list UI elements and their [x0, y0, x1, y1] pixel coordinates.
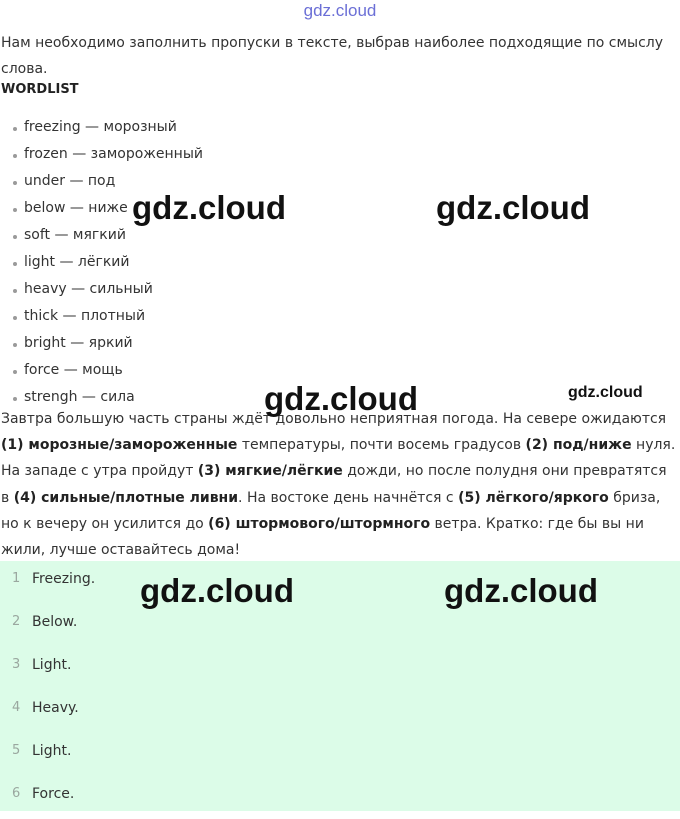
answer-number: 3	[12, 657, 21, 672]
wordlist-item	[12, 222, 203, 249]
answer-text: Light.	[32, 657, 72, 673]
passage-segment: ветра. Кратко: где бы вы ни жили, лучше оставайтесь дома!	[1, 515, 644, 559]
wordlist-item-text: thick — плотный	[24, 308, 146, 324]
watermark: gdz.cloud	[436, 189, 590, 226]
wordlist	[12, 114, 203, 411]
answer-text: Freezing.	[32, 571, 96, 587]
answer-number: 2	[12, 614, 21, 629]
wordlist-item	[12, 249, 203, 276]
wordlist-item-text: heavy — сильный	[24, 281, 153, 297]
passage-segment: дожди, но после полудня они превратятся в	[1, 463, 667, 506]
wordlist-item	[12, 303, 203, 330]
bullet-icon	[13, 208, 17, 212]
wordlist-item-text: under — под	[24, 173, 116, 189]
passage-answer: (2) под/ниже	[525, 437, 632, 454]
wordlist-item-text: strengh — сила	[24, 389, 135, 405]
wordlist-item-text: freezing — морозный	[24, 119, 177, 135]
answer-number: 5	[12, 743, 21, 758]
watermark: gdz.cloud	[132, 189, 286, 226]
bullet-icon	[13, 397, 17, 401]
passage-segment: бриза, но к вечеру он усилится до	[1, 489, 661, 532]
wordlist-item	[12, 114, 203, 141]
passage-answer: (6) штормового/штормного	[208, 515, 431, 532]
answer-number: 4	[12, 700, 21, 715]
answer-number: 1	[12, 571, 21, 586]
bullet-icon	[13, 370, 17, 374]
bullet-icon	[13, 343, 17, 347]
wordlist-item-text: soft — мягкий	[24, 227, 126, 243]
wordlist-item-text: force — мощь	[24, 362, 123, 378]
passage-segment: . На востоке день начнётся с	[238, 489, 459, 506]
answer-text: Force.	[32, 786, 75, 802]
wordlist-item	[12, 141, 203, 168]
wordlist-item-text: bright — яркий	[24, 335, 133, 351]
passage-answer: (3) мягкие/лёгкие	[197, 463, 343, 480]
passage-segment: температуры, почти восемь градусов	[237, 437, 526, 454]
wordlist-item	[12, 276, 203, 303]
wordlist-title: WORDLIST	[1, 82, 79, 97]
bullet-icon	[13, 127, 17, 131]
watermark: gdz.cloud	[140, 572, 294, 609]
header-watermark: gdz.cloud	[303, 1, 377, 20]
wordlist-item-text: below — ниже	[24, 200, 128, 216]
passage-answer: (1) морозные/замороженные	[1, 437, 238, 454]
wordlist-item	[12, 357, 203, 384]
bullet-icon	[13, 289, 17, 293]
passage-segment: Завтра большую часть страны ждёт довольно неприятная погода. На севере ожидаются	[1, 411, 667, 427]
bullet-icon	[13, 316, 17, 320]
passage-segment: нуля. На западе с утра пройдут	[1, 437, 676, 480]
watermark: gdz.cloud	[568, 384, 643, 401]
bullet-icon	[13, 235, 17, 239]
passage-answer: (4) сильные/плотные ливни	[13, 489, 239, 506]
answer-number: 6	[12, 786, 21, 801]
answer-text: Below.	[32, 614, 78, 630]
wordlist-item-text: frozen — замороженный	[24, 146, 203, 162]
intro-text: Нам необходимо заполнить пропуски в тексте, выбрав наиболее подходящие по смыслу слова.	[1, 35, 663, 77]
passage-text	[1, 406, 679, 563]
bullet-icon	[13, 154, 17, 158]
wordlist-item	[12, 330, 203, 357]
watermark: gdz.cloud	[264, 380, 418, 417]
wordlist-item-text: light — лёгкий	[24, 254, 130, 270]
bullet-icon	[13, 181, 17, 185]
watermark: gdz.cloud	[444, 572, 598, 609]
bullet-icon	[13, 262, 17, 266]
answer-text: Heavy.	[32, 700, 79, 716]
answer-text: Light.	[32, 743, 72, 759]
passage-answer: (5) лёгкого/яркого	[458, 489, 609, 506]
